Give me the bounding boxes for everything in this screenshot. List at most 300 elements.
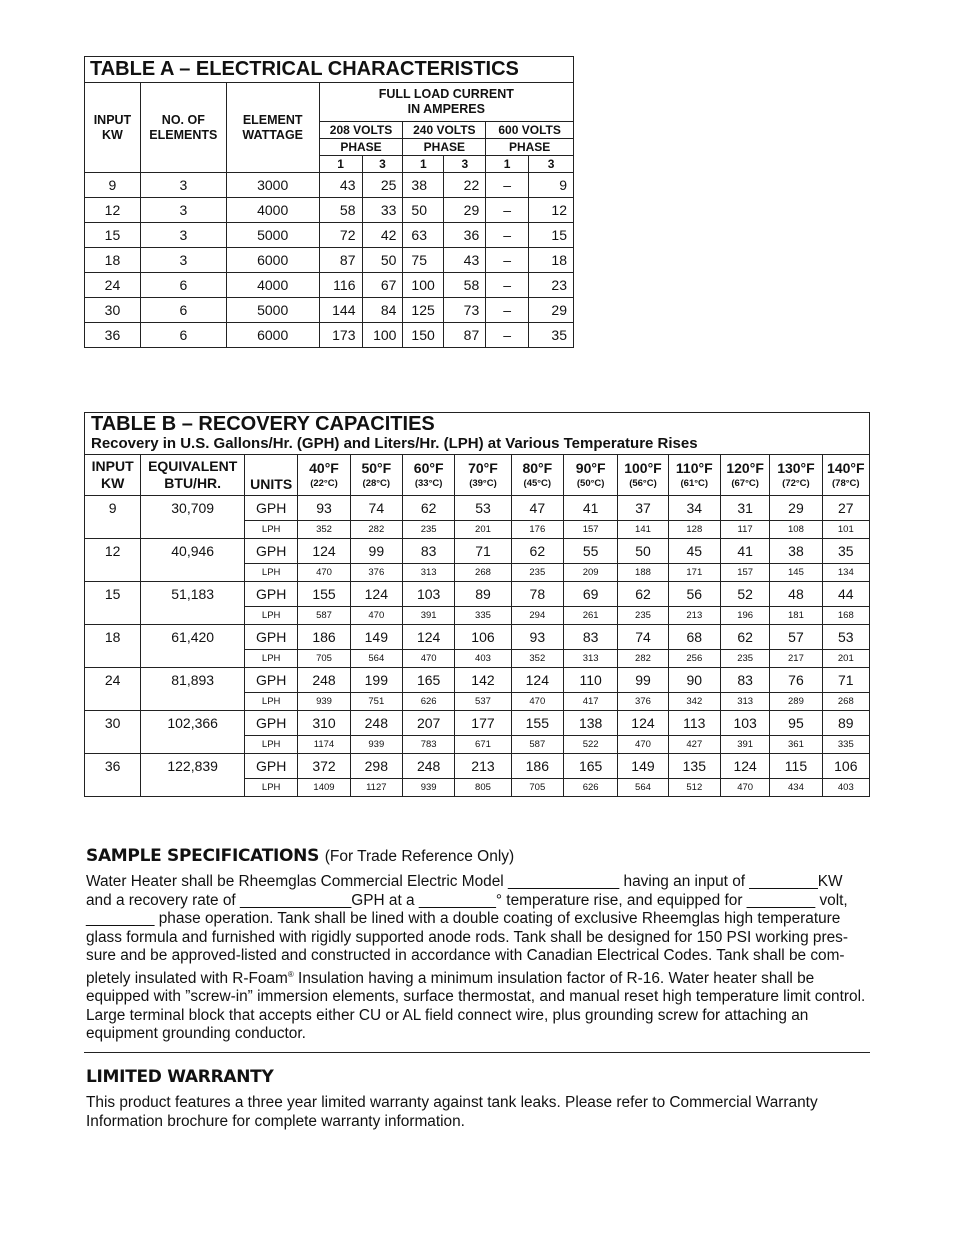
gph-cell: 99	[350, 539, 402, 564]
table-cell: 18	[529, 248, 574, 273]
temp-celsius: (45°C)	[523, 477, 552, 489]
input-kw-cell: 30	[85, 711, 141, 736]
gph-cell: 37	[618, 496, 668, 521]
temp-fahrenheit: 130°F	[777, 459, 815, 476]
header-temp-rise	[668, 455, 720, 496]
btu-cell: 30,709	[141, 496, 245, 521]
temp-celsius: (61°C)	[680, 477, 709, 489]
header-full-load-current: FULL LOAD CURRENT IN AMPERES	[319, 83, 573, 122]
btu-cell-empty	[141, 650, 245, 668]
lph-cell: 256	[668, 650, 720, 668]
lph-cell: 201	[455, 521, 511, 539]
gph-cell: 52	[720, 582, 769, 607]
table-row-gph	[85, 754, 870, 779]
header-temp-rise	[455, 455, 511, 496]
table-cell: 50	[362, 248, 403, 273]
gph-cell: 124	[511, 668, 563, 693]
lph-cell: 564	[350, 650, 402, 668]
table-cell: 3	[140, 223, 226, 248]
table-cell: 6000	[226, 248, 319, 273]
table-cell: 9	[85, 173, 141, 198]
registered-mark: ®	[287, 969, 294, 979]
table-cell: 75	[403, 248, 444, 273]
input-kw-cell-empty	[85, 736, 141, 754]
lph-cell: 626	[402, 693, 454, 711]
input-kw-cell: 36	[85, 754, 141, 779]
table-cell: 3	[140, 248, 226, 273]
temp-celsius: (28°C)	[362, 477, 391, 489]
btu-cell: 51,183	[141, 582, 245, 607]
table-cell: 30	[85, 298, 141, 323]
gph-cell: 38	[770, 539, 822, 564]
table-cell: 63	[403, 223, 444, 248]
btu-cell-empty	[141, 607, 245, 625]
table-cell: 4000	[226, 273, 319, 298]
header-phase-1: 1	[319, 156, 362, 173]
lph-cell: 268	[455, 564, 511, 582]
table-cell: 43	[319, 173, 362, 198]
gph-cell: 47	[511, 496, 563, 521]
input-kw-cell-empty	[85, 693, 141, 711]
gph-cell: 44	[822, 582, 869, 607]
table-cell: 43	[444, 248, 486, 273]
table-cell: 5000	[226, 223, 319, 248]
gph-cell: 57	[770, 625, 822, 650]
lph-cell: 939	[402, 779, 454, 797]
lph-cell: 391	[402, 607, 454, 625]
lph-cell: 470	[350, 607, 402, 625]
units-cell: GPH	[245, 754, 298, 779]
sample-specifications-body: Water Heater shall be Rheemglas Commercial Electric Model _____________ having an input of ________KW and a recovery rate of _____________GPH at a _________° temperature rise, and equipped for ________ volt, ________ phase operation. Tank shall be lined with a double coating of exclusive Rheemglas high temperature glass formula and furnished with rigidly supported anode rods. Tank shall be designed for 150 PSI working pres-sure and be approved-listed and constructed in accordance with Canadian Electrical Codes. Tank shall be com-pletely insulated with R-Foam® Insulation having a minimum insulation factor of R-16. Water heater shall be equipped with ”screw-in” immersion elements, surface thermostat, and manual reset high temperature limit control. Large terminal block that accepts either CU or AL field connect wire, plus grounding screw for attaching an equipment grounding conductor.	[86, 873, 866, 1043]
gph-cell: 89	[455, 582, 511, 607]
gph-cell: 95	[770, 711, 822, 736]
gph-cell: 199	[350, 668, 402, 693]
units-cell: LPH	[245, 779, 298, 797]
gph-cell: 55	[563, 539, 617, 564]
gph-cell: 62	[720, 625, 769, 650]
gph-cell: 248	[350, 711, 402, 736]
table-row	[85, 198, 574, 223]
gph-cell: 83	[402, 539, 454, 564]
table-row-lph	[85, 650, 870, 668]
table-cell: 42	[362, 223, 403, 248]
gph-cell: 68	[668, 625, 720, 650]
lph-cell: 168	[822, 607, 869, 625]
gph-cell: 93	[298, 496, 350, 521]
table-cell: 5000	[226, 298, 319, 323]
input-kw-cell-empty	[85, 521, 141, 539]
lph-cell: 626	[563, 779, 617, 797]
table-row-gph	[85, 711, 870, 736]
table-cell: 150	[403, 323, 444, 348]
table-row-gph	[85, 668, 870, 693]
lph-cell: 512	[668, 779, 720, 797]
table-row	[85, 273, 574, 298]
table-cell: 6	[140, 298, 226, 323]
gph-cell: 186	[298, 625, 350, 650]
gph-cell: 53	[455, 496, 511, 521]
lph-cell: 361	[770, 736, 822, 754]
table-cell: 29	[444, 198, 486, 223]
header-208-volts: 208 VOLTS	[319, 122, 403, 139]
table-cell: 50	[403, 198, 444, 223]
lph-cell: 417	[563, 693, 617, 711]
table-cell: 18	[85, 248, 141, 273]
table-cell: 36	[85, 323, 141, 348]
input-kw-cell: 12	[85, 539, 141, 564]
temp-fahrenheit: 70°F	[468, 459, 498, 476]
units-cell: GPH	[245, 668, 298, 693]
header-temp-rise	[350, 455, 402, 496]
table-b-recovery-capacities	[84, 412, 870, 797]
lph-cell: 751	[350, 693, 402, 711]
temp-fahrenheit: 100°F	[624, 459, 662, 476]
lph-cell: 352	[298, 521, 350, 539]
table-row-lph	[85, 564, 870, 582]
temp-celsius: (22°C)	[310, 477, 338, 489]
table-row-lph	[85, 779, 870, 797]
lph-cell: 294	[511, 607, 563, 625]
table-row	[85, 323, 574, 348]
lph-cell: 939	[298, 693, 350, 711]
temp-fahrenheit: 80°F	[522, 459, 553, 476]
lph-cell: 470	[618, 736, 668, 754]
gph-cell: 48	[770, 582, 822, 607]
lph-cell: 313	[563, 650, 617, 668]
gph-cell: 138	[563, 711, 617, 736]
table-b-title-block	[85, 413, 870, 455]
gph-cell: 53	[822, 625, 869, 650]
table-cell: –	[486, 198, 529, 223]
lph-cell: 282	[350, 521, 402, 539]
header-temp-rise	[511, 455, 563, 496]
header-600-volts: 600 VOLTS	[486, 122, 574, 139]
gph-cell: 41	[720, 539, 769, 564]
lph-cell: 705	[511, 779, 563, 797]
temp-celsius: (50°C)	[576, 477, 605, 489]
gph-cell: 372	[298, 754, 350, 779]
gph-cell: 248	[298, 668, 350, 693]
temp-fahrenheit: 90°F	[575, 459, 606, 476]
units-cell: GPH	[245, 539, 298, 564]
input-kw-cell-empty	[85, 564, 141, 582]
btu-cell: 40,946	[141, 539, 245, 564]
lph-cell: 1127	[350, 779, 402, 797]
lph-cell: 101	[822, 521, 869, 539]
table-cell: 12	[85, 198, 141, 223]
table-cell: –	[486, 223, 529, 248]
lph-cell: 470	[720, 779, 769, 797]
header-no-of-elements: NO. OF ELEMENTS	[140, 83, 226, 173]
header-temp-rise	[770, 455, 822, 496]
gph-cell: 115	[770, 754, 822, 779]
table-cell: 15	[529, 223, 574, 248]
table-a-electrical-characteristics	[84, 56, 574, 348]
header-input-kw: INPUT KW	[85, 455, 141, 496]
table-cell: 6	[140, 323, 226, 348]
lph-cell: 376	[618, 693, 668, 711]
lph-cell: 313	[402, 564, 454, 582]
units-cell: GPH	[245, 711, 298, 736]
gph-cell: 90	[668, 668, 720, 693]
lph-cell: 470	[298, 564, 350, 582]
table-cell: 87	[444, 323, 486, 348]
table-cell: 73	[444, 298, 486, 323]
header-phase-208: PHASE	[319, 139, 403, 156]
lph-cell: 134	[822, 564, 869, 582]
lph-cell: 171	[668, 564, 720, 582]
lph-cell: 352	[511, 650, 563, 668]
lph-cell: 108	[770, 521, 822, 539]
lph-cell: 282	[618, 650, 668, 668]
lph-cell: 145	[770, 564, 822, 582]
btu-cell-empty	[141, 693, 245, 711]
table-cell: 58	[319, 198, 362, 223]
table-row-gph	[85, 582, 870, 607]
gph-cell: 35	[822, 539, 869, 564]
table-cell: 116	[319, 273, 362, 298]
gph-cell: 45	[668, 539, 720, 564]
temp-celsius: (72°C)	[782, 477, 810, 489]
table-cell: 6000	[226, 323, 319, 348]
lph-cell: 434	[770, 779, 822, 797]
gph-cell: 310	[298, 711, 350, 736]
input-kw-cell-empty	[85, 607, 141, 625]
lph-cell: 268	[822, 693, 869, 711]
gph-cell: 62	[511, 539, 563, 564]
units-cell: LPH	[245, 693, 298, 711]
gph-cell: 93	[511, 625, 563, 650]
table-cell: 87	[319, 248, 362, 273]
lph-cell: 235	[402, 521, 454, 539]
table-row	[85, 248, 574, 273]
table-cell: 3	[140, 173, 226, 198]
table-row	[85, 223, 574, 248]
lph-cell: 235	[511, 564, 563, 582]
lph-cell: 141	[618, 521, 668, 539]
table-cell: 36	[444, 223, 486, 248]
gph-cell: 103	[402, 582, 454, 607]
gph-cell: 29	[770, 496, 822, 521]
gph-cell: 149	[618, 754, 668, 779]
table-cell: 3000	[226, 173, 319, 198]
table-cell: 173	[319, 323, 362, 348]
lph-cell: 587	[298, 607, 350, 625]
gph-cell: 34	[668, 496, 720, 521]
lph-cell: 342	[668, 693, 720, 711]
lph-cell: 313	[720, 693, 769, 711]
header-phase-5: 1	[486, 156, 529, 173]
table-cell: –	[486, 248, 529, 273]
header-phase-3: 1	[403, 156, 444, 173]
table-cell: 15	[85, 223, 141, 248]
header-phase-6: 3	[529, 156, 574, 173]
lph-cell: 470	[511, 693, 563, 711]
table-cell: 29	[529, 298, 574, 323]
gph-cell: 106	[455, 625, 511, 650]
table-cell: 3	[140, 198, 226, 223]
gph-cell: 113	[668, 711, 720, 736]
lph-cell: 188	[618, 564, 668, 582]
lph-cell: 391	[720, 736, 769, 754]
lph-cell: 235	[720, 650, 769, 668]
input-kw-cell-empty	[85, 779, 141, 797]
units-cell: LPH	[245, 607, 298, 625]
temp-celsius: (67°C)	[731, 477, 759, 489]
lph-cell: 196	[720, 607, 769, 625]
input-kw-cell: 9	[85, 496, 141, 521]
gph-cell: 165	[563, 754, 617, 779]
header-temp-rise	[563, 455, 617, 496]
table-cell: 33	[362, 198, 403, 223]
gph-cell: 149	[350, 625, 402, 650]
gph-cell: 110	[563, 668, 617, 693]
table-row-gph	[85, 539, 870, 564]
units-cell: GPH	[245, 582, 298, 607]
lph-cell: 117	[720, 521, 769, 539]
table-cell: 35	[529, 323, 574, 348]
lph-cell: 403	[822, 779, 869, 797]
lph-cell: 470	[402, 650, 454, 668]
section-divider	[84, 1052, 870, 1053]
gph-cell: 76	[770, 668, 822, 693]
gph-cell: 83	[720, 668, 769, 693]
gph-cell: 71	[455, 539, 511, 564]
gph-cell: 41	[563, 496, 617, 521]
btu-cell-empty	[141, 736, 245, 754]
input-kw-cell-empty	[85, 650, 141, 668]
btu-cell: 122,839	[141, 754, 245, 779]
gph-cell: 62	[618, 582, 668, 607]
table-cell: 72	[319, 223, 362, 248]
temp-fahrenheit: 140°F	[827, 459, 865, 476]
input-kw-cell: 15	[85, 582, 141, 607]
btu-cell-empty	[141, 521, 245, 539]
temp-fahrenheit: 40°F	[309, 459, 339, 476]
header-phase-600: PHASE	[486, 139, 574, 156]
gph-cell: 155	[298, 582, 350, 607]
gph-cell: 248	[402, 754, 454, 779]
gph-cell: 124	[298, 539, 350, 564]
gph-cell: 62	[402, 496, 454, 521]
gph-cell: 124	[350, 582, 402, 607]
lph-cell: 939	[350, 736, 402, 754]
header-units: UNITS	[245, 455, 298, 496]
header-phase-2: 3	[362, 156, 403, 173]
gph-cell: 207	[402, 711, 454, 736]
lph-cell: 522	[563, 736, 617, 754]
table-row-gph	[85, 496, 870, 521]
lph-cell: 1409	[298, 779, 350, 797]
table-cell: 24	[85, 273, 141, 298]
gph-cell: 99	[618, 668, 668, 693]
table-cell: 67	[362, 273, 403, 298]
lph-cell: 537	[455, 693, 511, 711]
table-row	[85, 173, 574, 198]
lph-cell: 289	[770, 693, 822, 711]
table-row-lph	[85, 693, 870, 711]
table-cell: 6	[140, 273, 226, 298]
sample-specifications-note: (For Trade Reference Only)	[324, 848, 515, 865]
gph-cell: 124	[720, 754, 769, 779]
table-cell: –	[486, 298, 529, 323]
temp-fahrenheit: 50°F	[361, 459, 392, 476]
btu-cell: 61,420	[141, 625, 245, 650]
header-element-wattage: ELEMENT WATTAGE	[226, 83, 319, 173]
gph-cell: 27	[822, 496, 869, 521]
temp-celsius: (78°C)	[832, 477, 860, 489]
table-cell: –	[486, 273, 529, 298]
gph-cell: 124	[618, 711, 668, 736]
header-equivalent-btu: EQUIVALENT BTU/HR.	[141, 455, 245, 496]
lph-cell: 403	[455, 650, 511, 668]
units-cell: LPH	[245, 650, 298, 668]
gph-cell: 142	[455, 668, 511, 693]
units-cell: LPH	[245, 564, 298, 582]
temp-celsius: (39°C)	[469, 477, 497, 489]
lph-cell: 783	[402, 736, 454, 754]
header-temp-rise	[720, 455, 769, 496]
sample-specifications-title: SAMPLE SPECIFICATIONS	[86, 846, 320, 866]
gph-cell: 31	[720, 496, 769, 521]
lph-cell: 427	[668, 736, 720, 754]
gph-cell: 83	[563, 625, 617, 650]
lph-cell: 335	[455, 607, 511, 625]
lph-cell: 213	[668, 607, 720, 625]
table-cell: 125	[403, 298, 444, 323]
lph-cell: 335	[822, 736, 869, 754]
lph-cell: 671	[455, 736, 511, 754]
table-cell: 4000	[226, 198, 319, 223]
gph-cell: 103	[720, 711, 769, 736]
lph-cell: 128	[668, 521, 720, 539]
header-temp-rise	[402, 455, 454, 496]
input-kw-cell: 24	[85, 668, 141, 693]
lph-cell: 209	[563, 564, 617, 582]
header-temp-rise	[618, 455, 668, 496]
btu-cell: 81,893	[141, 668, 245, 693]
gph-cell: 177	[455, 711, 511, 736]
table-cell: 9	[529, 173, 574, 198]
gph-cell: 71	[822, 668, 869, 693]
header-input-kw: INPUT KW	[85, 83, 141, 173]
table-b-title: TABLE B – RECOVERY CAPACITIES	[91, 413, 435, 435]
table-cell: 84	[362, 298, 403, 323]
lph-cell: 805	[455, 779, 511, 797]
gph-cell: 56	[668, 582, 720, 607]
btu-cell: 102,366	[141, 711, 245, 736]
lph-cell: 176	[511, 521, 563, 539]
lph-cell: 376	[350, 564, 402, 582]
table-cell: 144	[319, 298, 362, 323]
lph-cell: 181	[770, 607, 822, 625]
lph-cell: 201	[822, 650, 869, 668]
table-cell: 100	[362, 323, 403, 348]
lph-cell: 261	[563, 607, 617, 625]
gph-cell: 69	[563, 582, 617, 607]
table-cell: 12	[529, 198, 574, 223]
header-phase-240: PHASE	[403, 139, 486, 156]
gph-cell: 298	[350, 754, 402, 779]
table-row-lph	[85, 607, 870, 625]
table-cell: 23	[529, 273, 574, 298]
header-phase-4: 3	[444, 156, 486, 173]
btu-cell-empty	[141, 564, 245, 582]
gph-cell: 186	[511, 754, 563, 779]
units-cell: GPH	[245, 496, 298, 521]
gph-cell: 89	[822, 711, 869, 736]
table-cell: 58	[444, 273, 486, 298]
